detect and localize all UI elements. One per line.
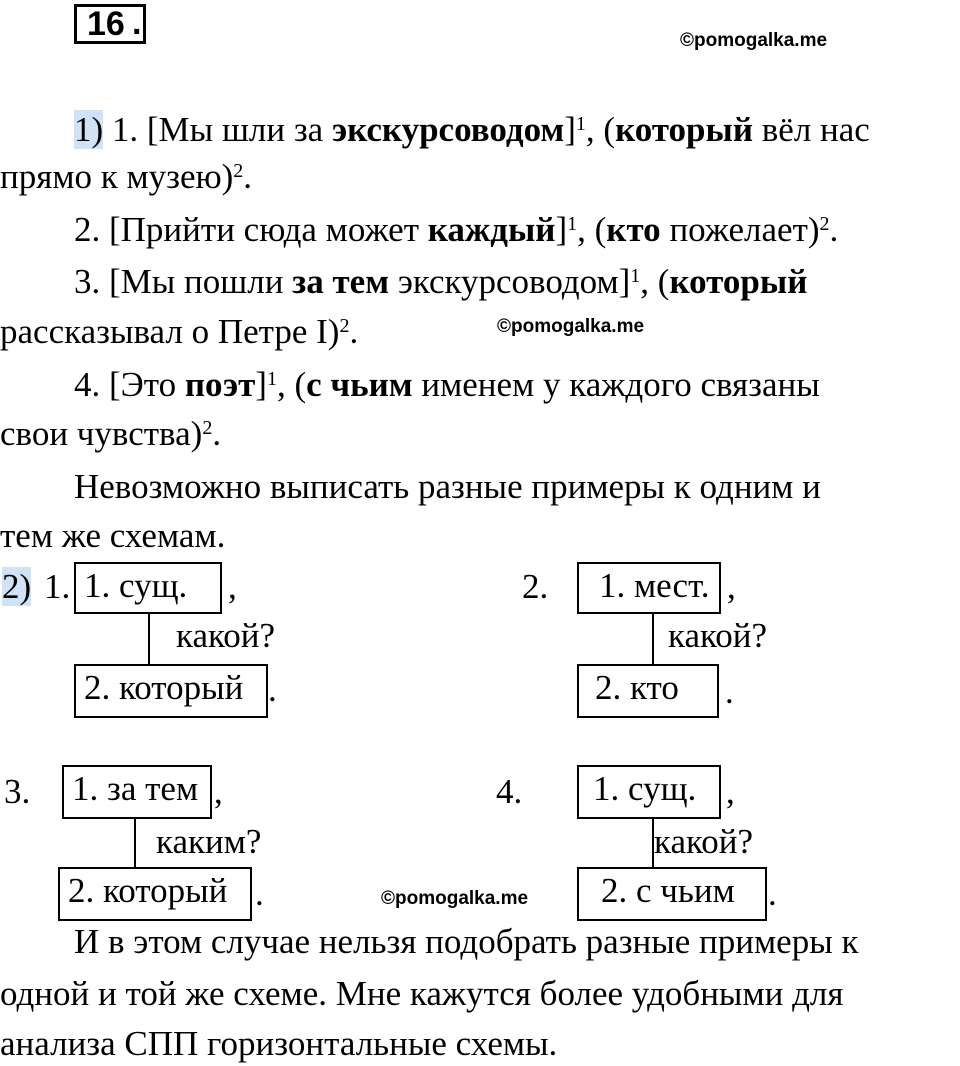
scheme-1-label: 1. [44, 567, 71, 606]
conclusion-line-1: И в этом случае нельзя подобрать разные примеры к [74, 922, 859, 961]
scheme-3-bottom-punct: . [255, 874, 264, 913]
scheme-1-connector [148, 614, 150, 664]
sentence-1-line-1: 1) 1. [Мы шли за экскурсоводом]$^1$, (который вёл нас [74, 110, 870, 149]
scheme-4-bottom-punct: . [768, 874, 777, 913]
scheme-2-question: какой? [668, 616, 768, 655]
conclusion-line-3: анализа СПП горизонтальные схемы. [0, 1024, 558, 1063]
note-line-2: тем же схемам. [0, 516, 226, 555]
scheme-2-main-clause-box: 1. мест. [577, 562, 721, 614]
scheme-4-subordinate-box: 2. с чьим [577, 867, 767, 921]
scheme-3-main-clause-box: 1. за тем [62, 765, 212, 819]
scheme-1-bottom-punct: . [268, 670, 277, 709]
sentence-2: 2. [Прийти сюда может каждый]$^1$, (кто пожелает)$^2$. [74, 210, 839, 249]
watermark: ©pomogalka.me [680, 30, 828, 51]
scheme-3-question: каким? [156, 822, 262, 861]
watermark: ©pomogalka.me [497, 316, 645, 337]
note-line-1: Невозможно выписать разные примеры к одним и [74, 467, 821, 506]
scheme-4-main-clause-box: 1. сущ. [577, 765, 721, 819]
watermark: ©pomogalka.me [381, 888, 529, 909]
scheme-3-subordinate-box: 2. который [58, 867, 252, 921]
part-1-marker: 1) [74, 110, 104, 149]
task-number: 16 [87, 5, 125, 43]
task-number-dot: . [132, 4, 142, 42]
scheme-4-label: 4. [496, 772, 523, 811]
scheme-1-subordinate-box: 2. который [74, 664, 268, 718]
scheme-1-question: какой? [176, 616, 276, 655]
scheme-4-question: какой? [654, 822, 754, 861]
sentence-4-line-2: свои чувства)$^2$. [0, 414, 222, 453]
sentence-3-line-1: 3. [Мы пошли за тем экскурсоводом]$^1$, (который [74, 262, 808, 301]
scheme-4-top-punct: , [726, 772, 735, 811]
scheme-2-subordinate-box: 2. кто [577, 664, 719, 718]
part-2-marker: 2) [2, 567, 32, 606]
scheme-2-top-punct: , [727, 567, 736, 606]
sentence-3-line-2: рассказывал о Петре I)$^2$. [0, 312, 359, 351]
scheme-2-connector [652, 614, 654, 664]
sentence-4-line-1: 4. [Это поэт]$^1$, (с чьим именем у каждого связаны [74, 365, 820, 404]
scheme-3-connector [134, 819, 136, 867]
scheme-2-label: 2. [522, 567, 549, 606]
scheme-2-bottom-punct: . [725, 672, 734, 711]
scheme-1-top-punct: , [228, 567, 237, 606]
scheme-3-label: 3. [4, 772, 31, 811]
sentence-1-line-2: прямо к музею)$^2$. [0, 157, 253, 196]
conclusion-line-2: одной и той же схеме. Мне кажутся более удобными для [0, 974, 844, 1013]
scheme-1-main-clause-box: 1. сущ. [74, 562, 222, 614]
scheme-3-top-punct: , [214, 772, 223, 811]
